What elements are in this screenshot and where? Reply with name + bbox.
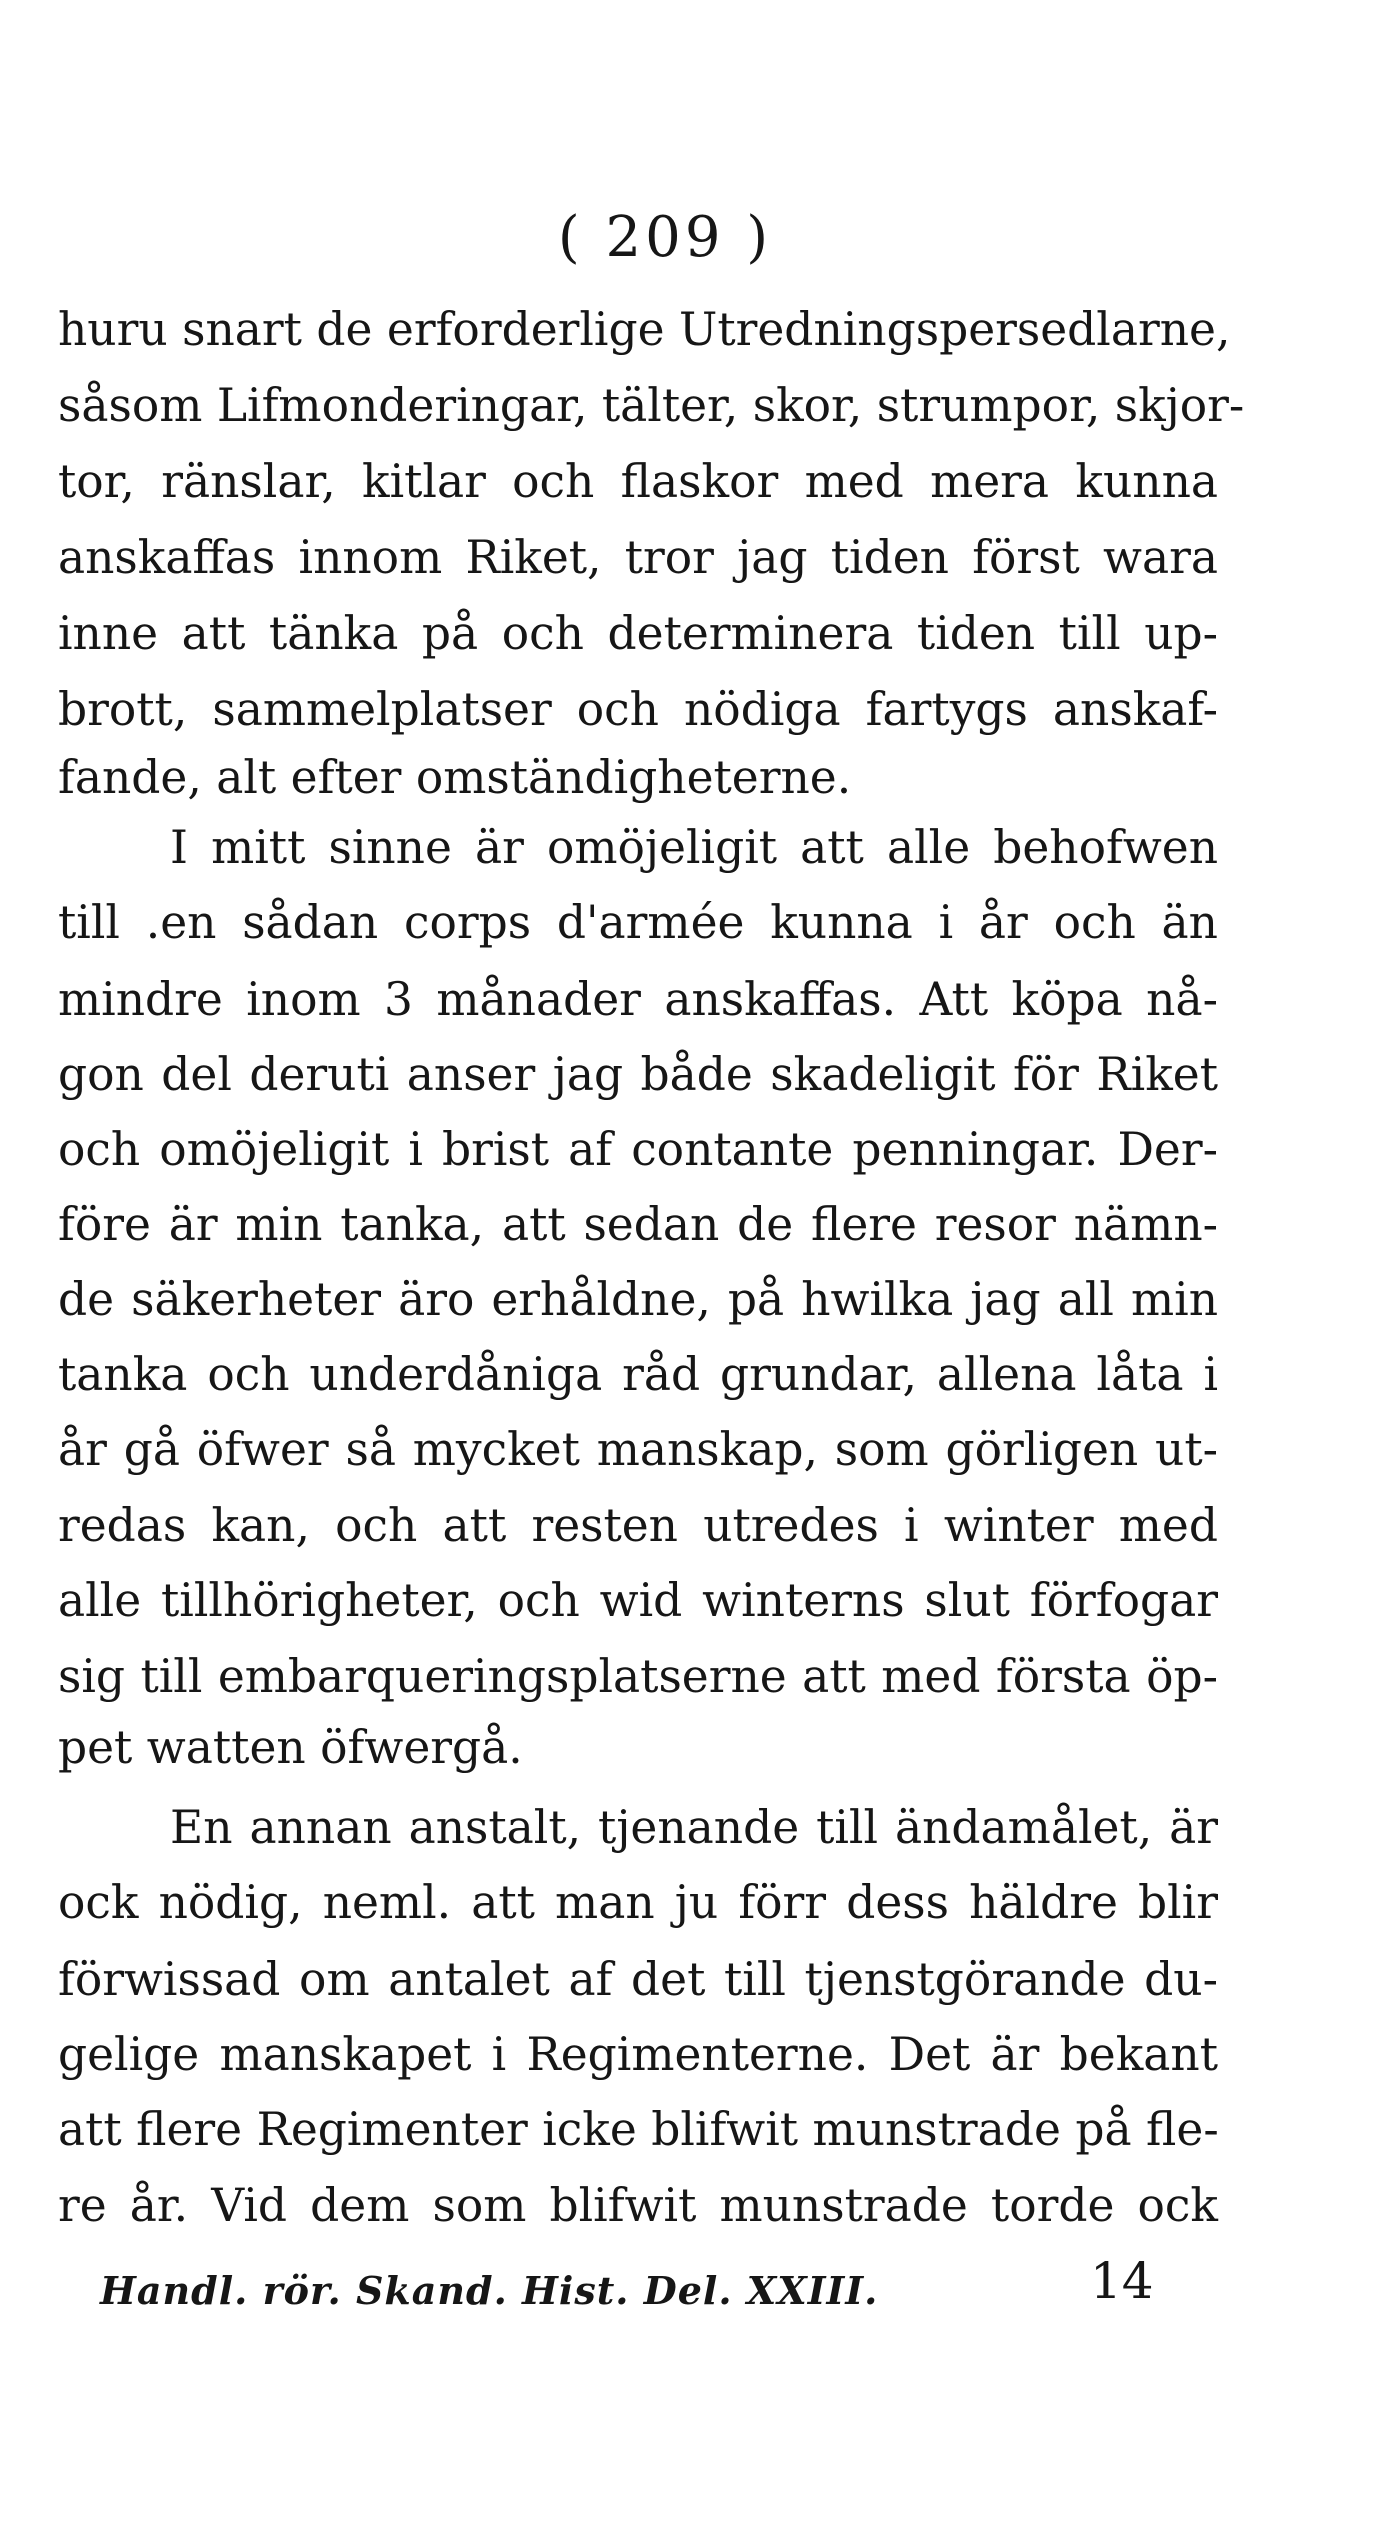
page-number-header: ( 209 ) [557,205,773,270]
signature-line: Handl. rör. Skand. Hist. Del. XXIII. [100,2268,879,2313]
text-line: inne att tänka på och determinera tiden till up- [58,607,1218,660]
text-line: och omöjeligit i brist af contante penningar. Der- [58,1123,1218,1176]
text-line: tanka och underdåniga råd grundar, allena låta i [58,1348,1218,1401]
text-line: anskaffas innom Riket, tror jag tiden först wara [58,531,1218,584]
signature-number: 14 [1090,2252,1154,2310]
text-line: mindre inom 3 månader anskaffas. Att köpa nå- [58,973,1218,1026]
text-line: såsom Lifmonderingar, tälter, skor, strumpor, skjor- [58,379,1245,432]
text-line: förwissad om antalet af det till tjenstgörande du- [58,1953,1218,2006]
text-line: redas kan, och att resten utredes i winter med [58,1499,1218,1552]
text-line: gon del deruti anser jag både skadeligit för Riket [58,1048,1218,1101]
text-line: brott, sammelplatser och nödiga fartygs anskaf- [58,683,1218,736]
text-line: till .en sådan corps d'armée kunna i år och än [58,896,1218,949]
text-line: före är min tanka, att sedan de flere resor nämn- [58,1198,1218,1251]
text-line: tor, ränslar, kitlar och flaskor med mera kunna [58,455,1218,508]
text-line: alle tillhörigheter, och wid winterns slut förfogar [58,1574,1218,1627]
text-line: år gå öfwer så mycket manskap, som görligen ut- [58,1423,1218,1476]
text-line: sig till embarqueringsplatserne att med första öp- [58,1650,1218,1703]
text-line: huru snart de erforderlige Utredningspersedlarne, [58,303,1231,356]
text-line: ock nödig, neml. att man ju förr dess häldre blir [58,1876,1218,1929]
paragraph-start-line: I mitt sinne är omöjeligit att alle behofwen [170,821,1218,874]
text-line: fande, alt efter omständigheterne. [58,751,852,804]
text-line: pet watten öfwergå. [58,1721,523,1774]
paragraph-start-line: En annan anstalt, tjenande till ändamålet, är [170,1801,1218,1854]
text-line: att flere Regimenter icke blifwit munstrade på fle- [58,2103,1219,2156]
text-line: re år. Vid dem som blifwit munstrade torde ock [58,2179,1218,2232]
text-line: de säkerheter äro erhåldne, på hwilka jag all min [58,1273,1218,1326]
text-line: gelige manskapet i Regimenterne. Det är bekant [58,2028,1218,2081]
